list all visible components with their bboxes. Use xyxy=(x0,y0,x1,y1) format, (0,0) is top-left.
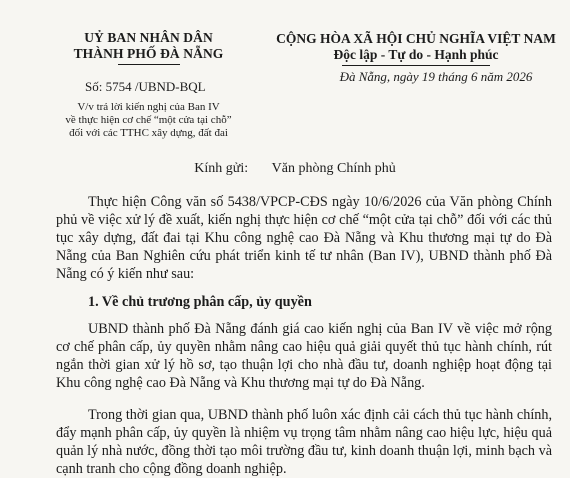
issuing-agency-block xyxy=(46,30,251,140)
national-motto: Độc lập - Tự do - Hạnh phúc xyxy=(333,47,499,62)
motto-underline xyxy=(342,65,490,66)
letter-body xyxy=(56,193,552,478)
subject-line: V/v trả lời kiến nghị của Ban IV xyxy=(77,101,220,113)
national-header-block xyxy=(268,31,564,85)
greeting-label: Kính gửi: xyxy=(194,161,249,176)
agency-name-line1: UỶ BAN NHÂN DÂN xyxy=(84,30,213,45)
section-heading: 1. Về chủ trương phân cấp, ủy quyền xyxy=(88,294,312,310)
place-and-date: Đà Nẵng, ngày 19 tháng 6 năm 2026 xyxy=(339,69,533,84)
subject-line: về thực hiện cơ chế “một cửa tại chỗ” xyxy=(65,114,232,126)
recipient-name: Văn phòng Chính phủ xyxy=(271,161,396,176)
body-paragraph: Trong thời gian qua, UBND thành phố luôn xác định cải cách thủ tục hành chính, đẩy mạnh phân cấp, ủy quyền là nhiệm vụ trọng tâm nhằm nâng cao hiệu lực, hiệu quả quản lý nhà nước, đồng thời tạo môi trường đầu tư, kinh doanh thuận lợi, minh bạch và cạnh tranh cho cộng đồng doanh nghiệp. xyxy=(56,407,552,477)
subject-line: đối với các TTHC xây dựng, đất đai xyxy=(69,127,228,139)
agency-name-line2: THÀNH PHỐ ĐÀ NẴNG xyxy=(73,46,224,61)
intro-paragraph: Thực hiện Công văn số 5438/VPCP-CĐS ngày 10/6/2026 của Văn phòng Chính phủ về việc xử lý đề xuất, kiến nghị thực hiện cơ chế “một cửa tại chỗ” đối với các thủ tục xây dựng, đất đai tại Khu công nghệ cao Đà Nẵng và Khu thương mại tự do Đà Nẵng của Ban Nghiên cứu phát triển kinh tế tư nhân (Ban IV), UBND thành phố Đà Nẵng có ý kiến như sau: xyxy=(56,194,552,282)
recipient-line xyxy=(0,161,570,177)
document-number: Số: 5754 /UBND-BQL xyxy=(85,79,206,94)
agency-underline xyxy=(118,64,180,65)
national-title: CỘNG HÒA XÃ HỘI CHỦ NGHĨA VIỆT NAM xyxy=(276,31,556,46)
body-paragraph: UBND thành phố Đà Nẵng đánh giá cao kiến nghị của Ban IV về việc mở rộng cơ chế phân cấp, ủy quyền nhằm nâng cao hiệu quả giải quyết thủ tục hành chính, rút ngắn thời gian xử lý hồ sơ, tạo thuận lợi cho nhà đầu tư, doanh nghiệp hoạt động tại Khu công nghệ cao Đà Nẵng và Khu thương mại tự do Đà Nẵng. xyxy=(56,321,552,391)
subject-summary xyxy=(46,101,251,140)
